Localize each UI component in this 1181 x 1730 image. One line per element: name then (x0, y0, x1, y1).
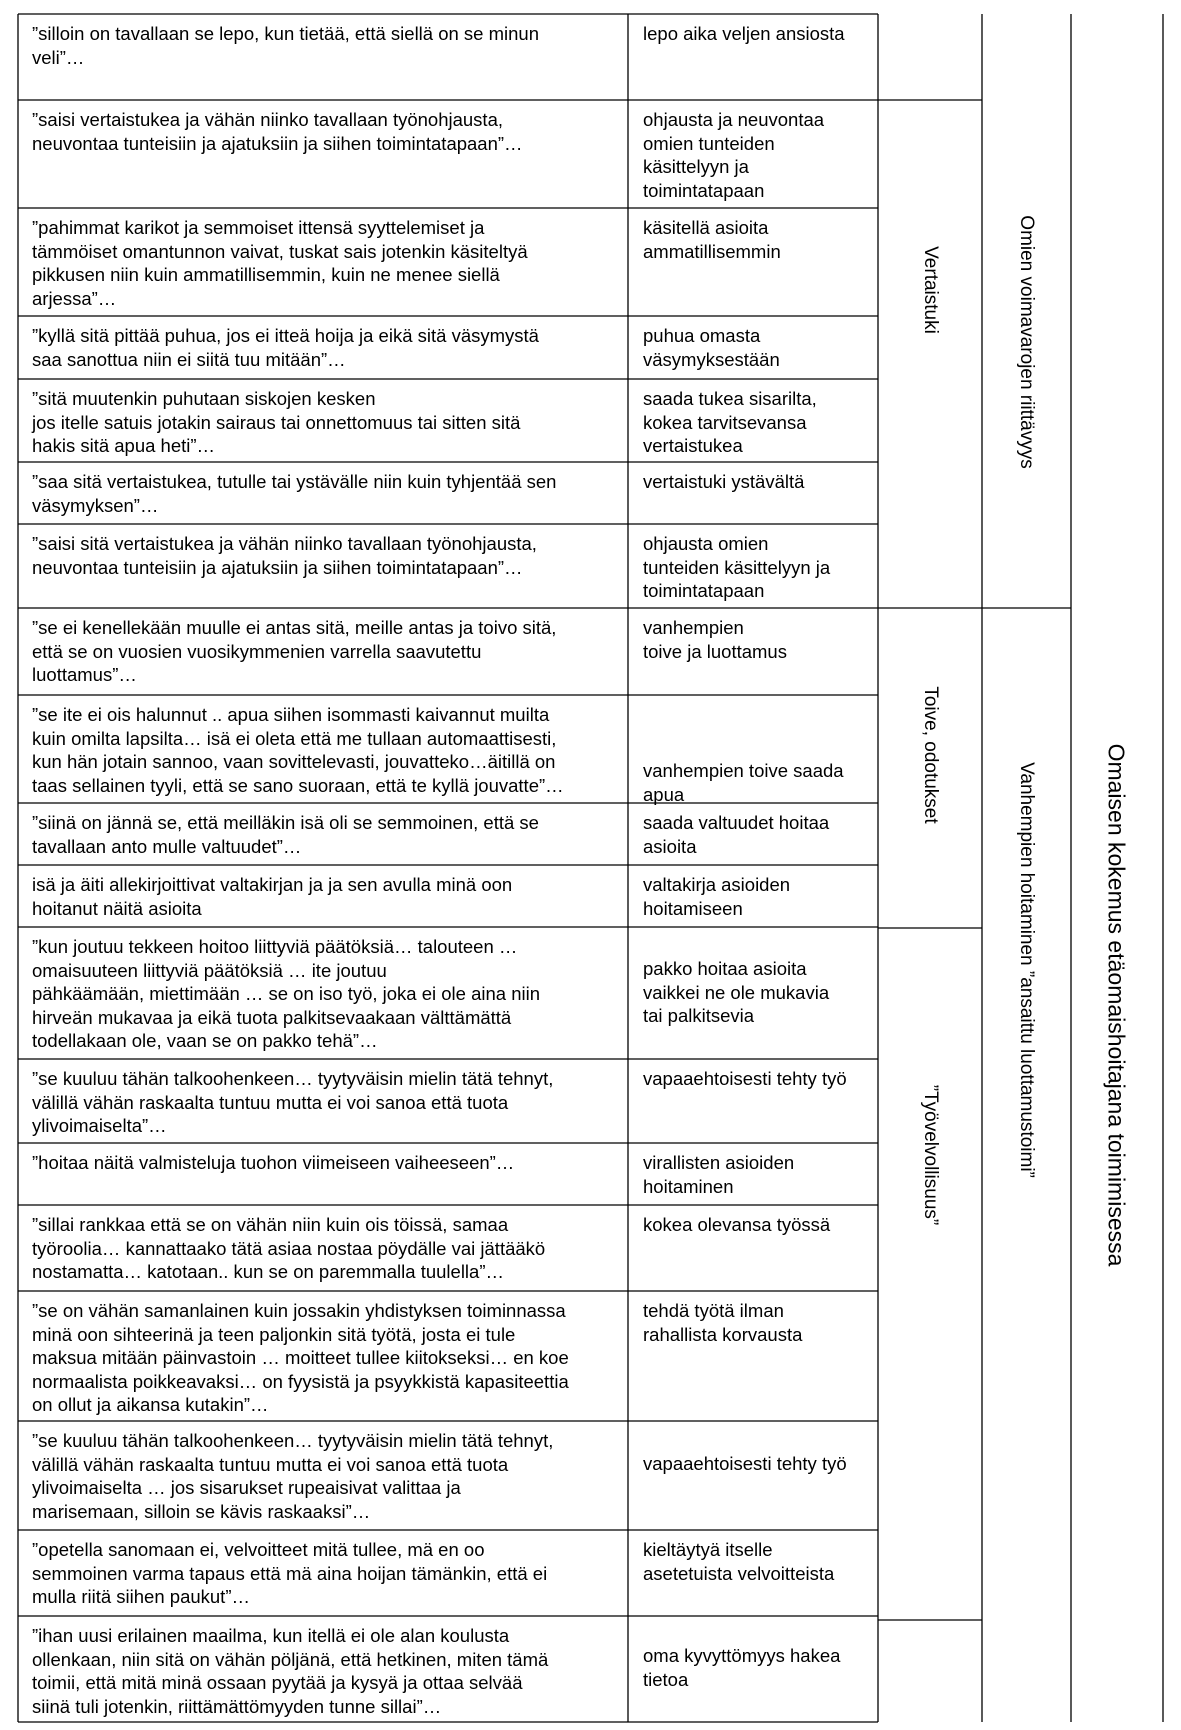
quote-cell: isä ja äiti allekirjoittivat valtakirjan ja ja sen avulla minä oon hoitanut näitä asioita (32, 874, 513, 919)
quote-cell: ”saisi sitä vertaistukea ja vähän niinko tavallaan työnohjausta, neuvontaa tunteisiin ja ajatuksiin ja siihen toimintatapaan”… (32, 533, 537, 578)
quote-cell: ”se on vähän samanlainen kuin jossakin yhdistyksen toiminnassa minä oon sihteerinä ja teen paljonkin sitä työtä, josta ei tule maksua mitään päinvastoin … moitteet tullee kiitokseksi… en koe normaalista poikkeavaksi… on fyysistä ja psyykkistä kapasiteettia on ollut ja aikansa kutakin”… (32, 1300, 569, 1415)
reduced-expression-cell: vanhempien toive ja luottamus (643, 617, 787, 662)
reduced-expression-cell: vertaistuki ystävältä (643, 471, 805, 492)
quote-cell: ”pahimmat karikot ja semmoiset ittensä syyttelemiset ja tämmöiset omantunnon vaivat, tuskat sais jotenkin käsiteltyä pikkusen niin kuin ammatillisemmin, kuin ne menee siellä arjessa”… (32, 217, 528, 309)
quote-cell: ”kun joutuu tekkeen hoitoo liittyviä päätöksiä… talouteen … omaisuuteen liittyviä päätöksiä … ite joutuu pähkäämään, miettimään … se on iso työ, joka ei ole aina niin hirveän mukavaa ja eikä tuota palkitsevaakaan välttämättä todellakaan ole, vaan se on pakko tehä”… (32, 936, 541, 1051)
reduced-expression-cell: saada valtuudet hoitaa asioita (643, 812, 830, 857)
reduced-expression-cell: käsitellä asioita ammatillisemmin (643, 217, 781, 262)
subcategory-label: Vertaistuki (920, 246, 941, 334)
reduced-expression-cell: lepo aika veljen ansiosta (643, 23, 845, 44)
upper-category-label: Vanhempien hoitaminen ”ansaittu luottamustoimi” (1016, 762, 1037, 1178)
reduced-expression-cell: saada tukea sisarilta, kokea tarvitsevansa vertaistukea (643, 388, 817, 456)
quote-cell: ”sillai rankkaa että se on vähän niin kuin ois töissä, samaa työroolia… kannattaako tätä asiaa nostaa pöydälle vai jättääkö nostamatta… katotaan.. kun se on paremmalla tuulella”… (32, 1214, 546, 1282)
reduced-expression-cell: kokea olevansa työssä (643, 1214, 831, 1235)
quote-cell: ”se kuuluu tähän talkoohenkeen… tyytyväisin mielin tätä tehnyt, välillä vähän raskaalta tuntuu mutta ei voi sanoa että tuota ylivoimaiselta”… (32, 1068, 554, 1136)
reduced-expression-cell: vapaaehtoisesti tehty työ (643, 1453, 847, 1474)
subcategory-label: ”Työvelvollisuus” (920, 1084, 941, 1226)
reduced-expression-cell: pakko hoitaa asioita vaikkei ne ole mukavia tai palkitsevia (643, 958, 830, 1026)
quote-cell: ”silloin on tavallaan se lepo, kun tietää, että siellä on se minun veli”… (32, 23, 539, 68)
main-category-label: Omaisen kokemus etäomaishoitajana toimimisessa (1103, 743, 1130, 1267)
reduced-expression-cell: vapaaehtoisesti tehty työ (643, 1068, 847, 1089)
reduced-expression-cell: kieltäytyä itselle asetetuista velvoitteista (643, 1539, 835, 1584)
quote-cell: ”siinä on jännä se, että meilläkin isä oli se semmoinen, että se tavallaan anto mulle valtuudet”… (32, 812, 539, 857)
quote-cell: ”ihan uusi erilainen maailma, kun itellä ei ole alan koulusta ollenkaan, niin sitä on vähän pöljänä, että hetkinen, miten tämä toimii, että mitä minä ossaan pyytää ja kysyä ja ottaa selvää siinä tuli jotenkin, riittämättömyyden tunne sillai”… (32, 1625, 549, 1717)
quote-cell: ”hoitaa näitä valmisteluja tuohon viimeiseen vaiheeseen”… (32, 1152, 515, 1173)
upper-category-label: Omien voimavarojen riittävyys (1016, 215, 1037, 469)
quote-cell: ”saisi vertaistukea ja vähän niinko tavallaan työnohjausta, neuvontaa tunteisiin ja ajatuksiin ja siihen toimintatapaan”… (32, 109, 523, 154)
reduced-expression-cell: virallisten asioiden hoitaminen (643, 1152, 795, 1197)
reduced-expression-cell: puhua omasta väsymyksestään (643, 325, 780, 370)
quote-cell: ”se ite ei ois halunnut .. apua siihen isommasti kaivannut muilta kuin omilta lapsilta… isä ei oleta että me tullaan automaattisesti, kun hän jotain sannoo, vaan sovittelevasti, jouvatteko…äitillä on taas sellainen tyyli, että se sano suoraan, että te kyllä jouvatte”… (32, 704, 564, 796)
quote-cell: ”opetella sanomaan ei, velvoitteet mitä tullee, mä en oo semmoinen varma tapaus että mä aina hoijan tämänkin, että ei mulla riitä siihen paukut”… (32, 1539, 548, 1607)
subcategory-label: Toive, odotukset (920, 686, 941, 824)
reduced-expression-cell: ohjausta omien tunteiden käsittelyyn ja toimintatapaan (643, 533, 831, 601)
quote-cell: ”saa sitä vertaistukea, tutulle tai ystävälle niin kuin tyhjentää sen väsymyksen”… (32, 471, 557, 516)
reduced-expression-cell: valtakirja asioiden hoitamiseen (643, 874, 791, 919)
reduced-expression-cell: ohjausta ja neuvontaa omien tunteiden käsittelyyn ja toimintatapaan (643, 109, 825, 201)
quote-cell: ”kyllä sitä pittää puhua, jos ei itteä hoija ja eikä sitä väsymystä saa sanottua niin ei siitä tuu mitään”… (32, 325, 539, 370)
reduced-expression-cell: tehdä työtä ilman rahallista korvausta (643, 1300, 803, 1345)
reduced-expression-cell: vanhempien toive saada apua (643, 760, 844, 805)
quote-cell: ”se ei kenellekään muulle ei antas sitä, meille antas ja toivo sitä, että se on vuosien vuosikymmenien varrella saavutettu luottamus”… (32, 617, 557, 685)
quote-cell: ”se kuuluu tähän talkoohenkeen… tyytyväisin mielin tätä tehnyt, välillä vähän raskaalta tuntuu mutta ei voi sanoa että tuota ylivoimaiselta … jos sisarukset rupeaisivat valittaa ja marisemaan, silloin se kävis raskaaksi”… (32, 1430, 554, 1522)
reduced-expression-cell: oma kyvyttömyys hakea tietoa (643, 1645, 841, 1690)
quote-cell: ”sitä muutenkin puhutaan siskojen kesken jos itelle satuis jotakin sairaus tai onnettomuus tai sitten sitä hakis sitä apua heti”… (32, 388, 521, 456)
